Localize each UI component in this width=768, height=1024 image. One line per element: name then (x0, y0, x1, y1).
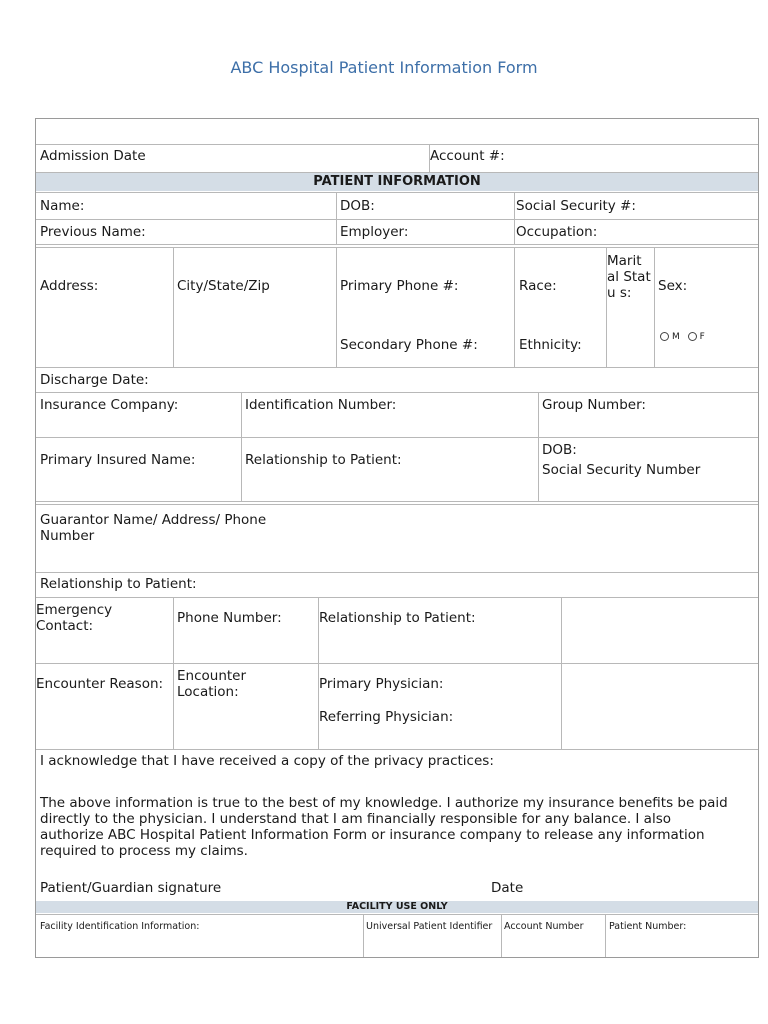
sex-female-radio[interactable] (688, 332, 697, 341)
cell-divider (173, 597, 174, 749)
secondary-phone-field[interactable]: Secondary Phone #: (340, 337, 478, 353)
ethnicity-field[interactable]: Ethnicity: (519, 337, 582, 353)
facility-identification-field[interactable]: Facility Identification Information: (40, 921, 200, 932)
primary-insured-name-field[interactable]: Primary Insured Name: (40, 452, 196, 468)
encounter-reason-field[interactable]: Encounter Reason: (36, 676, 164, 692)
primary-phone-field[interactable]: Primary Phone #: (340, 278, 459, 294)
encounter-location-field[interactable]: Encounter Location: (177, 668, 247, 700)
row-divider (36, 392, 758, 393)
row-divider (36, 219, 758, 220)
admission-date-field[interactable]: Admission Date (40, 148, 146, 164)
cell-divider (241, 392, 242, 501)
marital-status-field[interactable]: Marit al Statu s: (607, 253, 651, 301)
cell-divider (336, 192, 337, 244)
cell-divider (363, 914, 364, 957)
sex-male-radio[interactable] (660, 332, 669, 341)
row-divider (36, 244, 758, 245)
facility-account-number-field[interactable]: Account Number (504, 921, 584, 932)
patient-number-field[interactable]: Patient Number: (609, 921, 687, 932)
emergency-relationship-field[interactable]: Relationship to Patient: (319, 610, 476, 626)
patient-information-form (35, 118, 759, 958)
city-state-zip-field[interactable]: City/State/Zip (177, 278, 270, 294)
guarantor-relationship-field[interactable]: Relationship to Patient: (40, 576, 197, 592)
sex-label: Sex: (658, 278, 688, 294)
insurance-company-field[interactable]: Insurance Company: (40, 397, 179, 413)
insured-dob-field[interactable]: DOB: (542, 442, 577, 458)
cell-divider (514, 192, 515, 244)
patient-information-header: PATIENT INFORMATION (36, 173, 758, 191)
row-divider (36, 144, 758, 145)
cell-divider (514, 247, 515, 367)
row-divider (36, 663, 758, 664)
cell-divider (538, 392, 539, 501)
race-field[interactable]: Race: (519, 278, 557, 294)
ssn-field[interactable]: Social Security #: (516, 198, 636, 214)
cell-divider (501, 914, 502, 957)
facility-use-only-header: FACILITY USE ONLY (36, 901, 758, 913)
occupation-field[interactable]: Occupation: (516, 224, 598, 240)
row-divider (36, 572, 758, 573)
row-divider (36, 597, 758, 598)
address-field[interactable]: Address: (40, 278, 99, 294)
universal-patient-identifier-field[interactable]: Universal Patient Identifier (366, 921, 493, 932)
row-divider (36, 501, 758, 502)
row-divider (36, 749, 758, 750)
row-divider (36, 192, 758, 193)
emergency-contact-field[interactable]: Emergency Contact: (36, 602, 113, 634)
authorization-statement: The above information is true to the best of my knowledge. I authorize my insurance benefits be paid directly to the physician. I understand that I am financially responsible for any balance. I also authorize ABC Hospital Patient Information Form or insurance company to release any information required to process my claims. (40, 795, 728, 859)
previous-name-field[interactable]: Previous Name: (40, 224, 146, 240)
insurance-relationship-field[interactable]: Relationship to Patient: (245, 452, 402, 468)
row-divider (36, 504, 758, 505)
identification-number-field[interactable]: Identification Number: (245, 397, 397, 413)
sex-options (660, 331, 705, 343)
insured-ssn-field[interactable]: Social Security Number (542, 462, 701, 478)
guardian-signature-field[interactable]: Patient/Guardian signature (40, 880, 222, 896)
cell-divider (605, 914, 606, 957)
row-divider (36, 247, 758, 248)
group-number-field[interactable]: Group Number: (542, 397, 646, 413)
discharge-date-field[interactable]: Discharge Date: (40, 372, 149, 388)
emergency-phone-field[interactable]: Phone Number: (177, 610, 282, 626)
cell-divider (654, 247, 655, 367)
row-divider (36, 367, 758, 368)
referring-physician-field[interactable]: Referring Physician: (319, 709, 454, 725)
signature-date-field[interactable]: Date (491, 880, 524, 896)
primary-physician-field[interactable]: Primary Physician: (319, 676, 444, 692)
sex-male-label: M (672, 332, 680, 342)
sex-female-label: F (699, 332, 705, 342)
dob-field[interactable]: DOB: (340, 198, 375, 214)
cell-divider (336, 247, 337, 367)
cell-divider (561, 597, 562, 749)
cell-divider (173, 247, 174, 367)
row-divider (36, 914, 758, 915)
privacy-acknowledgement: I acknowledge that I have received a copy of the privacy practices: (40, 753, 494, 769)
row-divider (36, 437, 758, 438)
name-field[interactable]: Name: (40, 198, 85, 214)
form-title: ABC Hospital Patient Information Form (230, 58, 538, 77)
account-number-field[interactable]: Account #: (430, 148, 505, 164)
guarantor-field[interactable]: Guarantor Name/ Address/ Phone Number (40, 512, 267, 544)
employer-field[interactable]: Employer: (340, 224, 409, 240)
